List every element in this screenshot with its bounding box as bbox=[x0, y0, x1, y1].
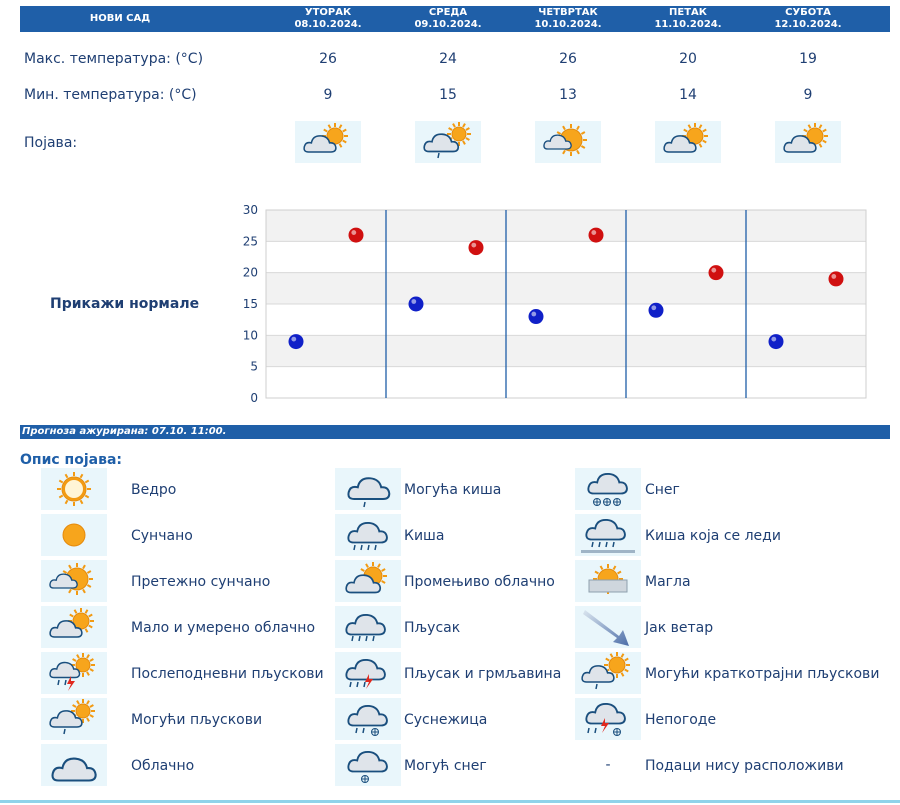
clear-sun-icon-graphic bbox=[41, 468, 107, 510]
rain-icon bbox=[335, 514, 401, 556]
min-temp-point bbox=[529, 309, 544, 324]
legend-label: Јак ветар bbox=[645, 620, 714, 636]
small-cloudy-icon bbox=[295, 121, 361, 163]
no-data-dash: - bbox=[605, 757, 611, 773]
show-normals-link[interactable]: Прикажи нормале bbox=[50, 296, 200, 312]
legend-label: Могући пљускови bbox=[131, 712, 263, 728]
strong-wind-icon bbox=[575, 606, 641, 648]
mostly-sunny-icon-graphic bbox=[535, 121, 601, 163]
strong-wind-icon-graphic bbox=[575, 606, 641, 648]
y-tick-label: 30 bbox=[242, 203, 258, 217]
thunderstorm-icon bbox=[335, 652, 401, 694]
legend-label: Мало и умерено облачно bbox=[131, 620, 316, 636]
day-header-5: СУБОТА 12.10.2024. bbox=[774, 7, 842, 30]
legend-label: Пљусак bbox=[404, 620, 461, 636]
mostly-sunny-icon bbox=[535, 121, 601, 163]
legend-label: Ведро bbox=[131, 482, 177, 498]
cloudy-icon bbox=[41, 744, 107, 786]
shower-cloud-icon bbox=[415, 121, 481, 163]
clear-sun-icon bbox=[41, 468, 107, 510]
sleet-icon-graphic bbox=[335, 698, 401, 740]
y-tick-label: 20 bbox=[242, 265, 258, 280]
chart-band bbox=[266, 241, 866, 272]
small-cloudy-icon-graphic bbox=[295, 121, 361, 163]
legend-label: Суснежица bbox=[404, 712, 488, 728]
freezing-rain-icon-graphic bbox=[575, 514, 641, 556]
max-temp-day-1: 26 bbox=[319, 51, 337, 67]
possible-rain-icon bbox=[335, 468, 401, 510]
max-temp-point bbox=[829, 271, 844, 286]
max-temp-point bbox=[589, 228, 604, 243]
brief-showers-icon bbox=[575, 652, 641, 694]
y-tick-label: 10 bbox=[242, 328, 258, 343]
day-header-1: УТОРАК 08.10.2024. bbox=[294, 7, 362, 30]
legend-label: Могућ снег bbox=[404, 758, 487, 774]
min-temp-point bbox=[289, 334, 304, 349]
snow-icon-graphic bbox=[575, 468, 641, 510]
min-temp-day-5: 9 bbox=[803, 87, 813, 103]
small-cloudy-icon-graphic bbox=[655, 121, 721, 163]
forecast-header bbox=[20, 6, 890, 32]
afternoon-showers-icon-graphic bbox=[41, 652, 107, 694]
y-tick-label: 15 bbox=[242, 297, 258, 311]
legend-label: Пљусак и грмљавина bbox=[404, 666, 562, 682]
min-temp-day-1: 9 bbox=[323, 87, 333, 103]
chart-band bbox=[266, 273, 866, 304]
legend-title: Опис појава: bbox=[20, 452, 122, 468]
sunny-icon-graphic bbox=[41, 514, 107, 556]
afternoon-showers-icon bbox=[41, 652, 107, 694]
small-cloudy-icon bbox=[655, 121, 721, 163]
shower-icon bbox=[335, 606, 401, 648]
min-temp-label: Мин. температура: (°C) bbox=[24, 87, 197, 103]
cloudy-icon-graphic bbox=[41, 744, 107, 786]
legend-label: Киша која се леди bbox=[645, 528, 781, 544]
legend-label: Сунчано bbox=[131, 528, 193, 544]
mostly-sunny-icon-graphic bbox=[41, 560, 107, 602]
legend-label: Послеподневни пљускови bbox=[131, 666, 324, 682]
min-temp-point bbox=[409, 297, 424, 312]
min-temp-day-3: 13 bbox=[559, 87, 577, 103]
sunny-icon bbox=[41, 514, 107, 556]
freezing-rain-icon bbox=[575, 514, 641, 556]
temperature-chart bbox=[230, 200, 870, 410]
small-cloudy-icon bbox=[41, 606, 107, 648]
legend-label: Промењиво облачно bbox=[404, 574, 555, 590]
possible-showers-icon bbox=[41, 698, 107, 740]
max-temp-label: Макс. температура: (°C) bbox=[24, 51, 204, 67]
max-temp-point bbox=[469, 240, 484, 255]
min-temp-point bbox=[769, 334, 784, 349]
snow-icon bbox=[575, 468, 641, 510]
mostly-sunny-icon bbox=[41, 560, 107, 602]
y-tick-label: 5 bbox=[250, 359, 258, 374]
y-tick-label: 25 bbox=[242, 234, 258, 249]
possible-snow-icon-graphic bbox=[335, 744, 401, 786]
fog-icon bbox=[575, 560, 641, 602]
min-temp-day-4: 14 bbox=[679, 87, 697, 103]
legend-label: Подаци нису расположиви bbox=[645, 758, 844, 774]
fog-icon-graphic bbox=[575, 560, 641, 602]
day-header-4: ПЕТАК 11.10.2024. bbox=[654, 7, 722, 30]
sleet-icon bbox=[335, 698, 401, 740]
chart-band bbox=[266, 304, 866, 335]
rain-icon-graphic bbox=[335, 514, 401, 556]
possible-showers-icon-graphic bbox=[41, 698, 107, 740]
min-temp-day-2: 15 bbox=[439, 87, 457, 103]
small-cloudy-icon-graphic bbox=[775, 121, 841, 163]
shower-icon-graphic bbox=[335, 606, 401, 648]
partly-cloudy-icon-graphic bbox=[335, 560, 401, 602]
brief-showers-icon-graphic bbox=[575, 652, 641, 694]
storm-icon bbox=[575, 698, 641, 740]
legend-label: Могућа киша bbox=[404, 482, 502, 498]
city-name: НОВИ САД bbox=[89, 13, 151, 24]
max-temp-day-2: 24 bbox=[439, 51, 457, 67]
legend-label: Претежно сунчано bbox=[131, 574, 271, 590]
legend-label: Магла bbox=[645, 574, 691, 590]
max-temp-day-3: 26 bbox=[559, 51, 577, 67]
partly-cloudy-icon bbox=[335, 560, 401, 602]
min-temp-point bbox=[649, 303, 664, 318]
max-temp-day-4: 20 bbox=[679, 51, 697, 67]
small-cloudy-icon-graphic bbox=[41, 606, 107, 648]
max-temp-point bbox=[709, 265, 724, 280]
temperature-chart-svg bbox=[230, 200, 870, 410]
possible-rain-icon-graphic bbox=[335, 468, 401, 510]
chart-band bbox=[266, 367, 866, 398]
legend-label: Снег bbox=[645, 482, 680, 498]
legend-label: Облачно bbox=[131, 758, 195, 774]
y-tick-label: 0 bbox=[250, 391, 258, 405]
day-header-3: ЧЕТВРТАК 10.10.2024. bbox=[534, 7, 602, 30]
bottom-divider bbox=[0, 800, 900, 803]
day-header-2: СРЕДА 09.10.2024. bbox=[414, 7, 482, 30]
max-temp-point bbox=[349, 228, 364, 243]
thunderstorm-icon-graphic bbox=[335, 652, 401, 694]
possible-snow-icon bbox=[335, 744, 401, 786]
legend-label: Непогоде bbox=[645, 712, 717, 728]
phenomenon-label: Појава: bbox=[24, 135, 78, 151]
legend-label: Киша bbox=[404, 528, 445, 544]
max-temp-day-5: 19 bbox=[799, 51, 817, 67]
legend-label: Могући краткотрајни пљускови bbox=[645, 666, 880, 682]
forecast-updated: Прогноза ажурирана: 07.10. 11:00. bbox=[20, 425, 890, 439]
storm-icon-graphic bbox=[575, 698, 641, 740]
small-cloudy-icon bbox=[775, 121, 841, 163]
shower-cloud-icon-graphic bbox=[415, 121, 481, 163]
